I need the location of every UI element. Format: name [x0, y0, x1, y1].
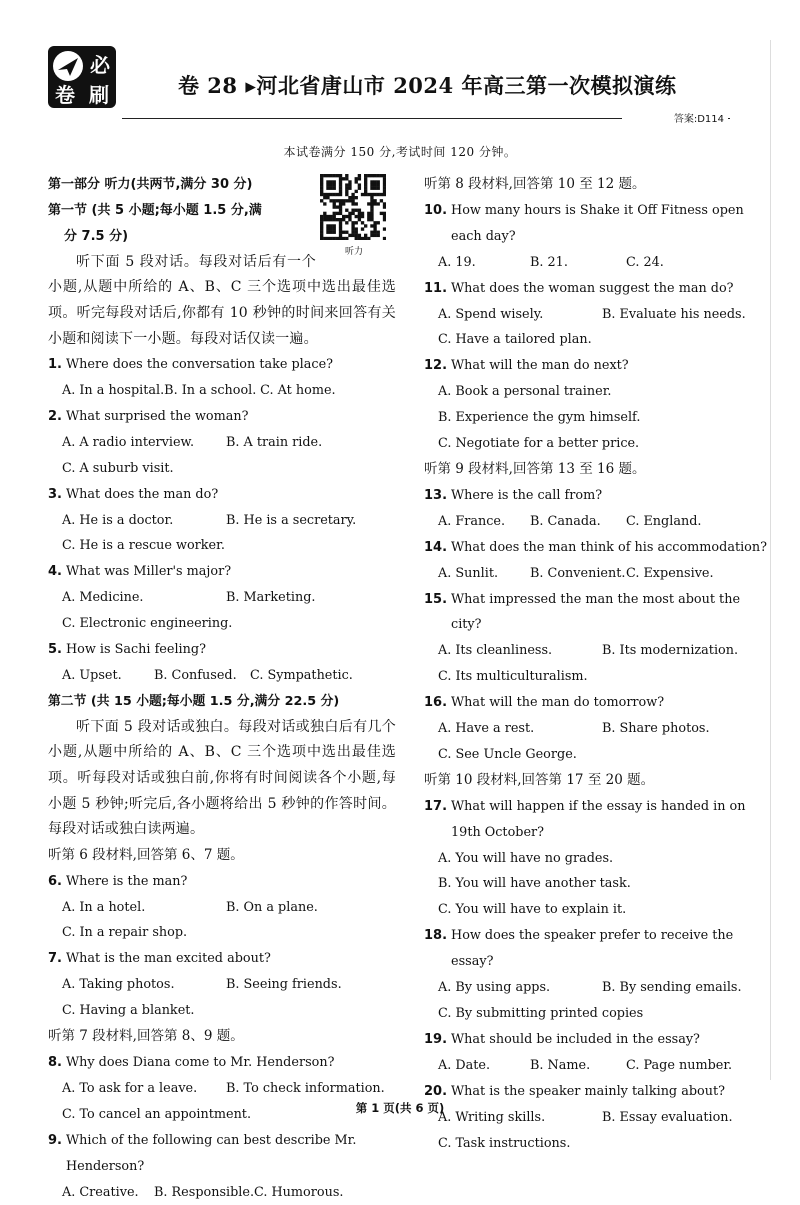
question-text: Where does the conversation take place?	[65, 357, 334, 373]
option-a[interactable]: A. Upset.	[62, 667, 122, 683]
question-text: How does the speaker prefer to receive the essay?	[451, 928, 734, 970]
logo-char-3: 刷	[89, 83, 109, 107]
question-9	[48, 1128, 396, 1205]
question-text: Where is the call from?	[451, 487, 603, 503]
option-a[interactable]: A. Have a rest.	[438, 721, 535, 737]
logo-char-2: 卷	[55, 83, 75, 107]
question-text: What was Miller's major?	[65, 564, 232, 580]
question-8	[48, 1050, 396, 1128]
question-number: 19.	[424, 1031, 448, 1047]
option-b[interactable]: B. Name.	[530, 1057, 591, 1073]
option-a[interactable]: A. Spend wisely.	[438, 306, 544, 322]
question-text: What does the man do?	[65, 486, 219, 502]
question-text: What is the speaker mainly talking about?	[451, 1083, 725, 1099]
option-c[interactable]: C. Negotiate for a better price.	[438, 436, 640, 452]
option-a[interactable]: A. Creative.	[62, 1184, 139, 1200]
question-text: Why does Diana come to Mr. Henderson?	[65, 1055, 335, 1070]
question-number: 5.	[48, 642, 62, 658]
option-a[interactable]: A. In a hospital.	[62, 383, 165, 398]
part1-heading: 第一部分 听力(共两节,满分 30 分)	[48, 177, 253, 192]
question-number: 3.	[48, 486, 62, 502]
material-6-prompt: 听第 6 段材料,回答第 6、7 题。	[48, 846, 244, 863]
option-b[interactable]: B. Marketing.	[226, 590, 316, 606]
section1-heading	[48, 198, 396, 250]
question-text: What will happen if the essay is handed in on 19th October?	[451, 798, 746, 840]
question-number: 14.	[424, 539, 448, 555]
option-c[interactable]: C. At home.	[260, 383, 336, 398]
question-number: 4.	[48, 564, 62, 580]
option-c[interactable]: C. Electronic engineering.	[62, 616, 233, 632]
option-c[interactable]: C. England.	[626, 513, 702, 529]
option-b[interactable]: B. Convenient.	[530, 565, 626, 581]
question-text: Where is the man?	[65, 873, 188, 889]
option-b[interactable]: B. By sending emails.	[602, 980, 742, 996]
option-b[interactable]: B. Confused.	[154, 667, 237, 683]
section1-heading-line1: 第一节 (共 5 小题;每小题 1.5 分,满	[48, 202, 262, 218]
option-b[interactable]: B. Canada.	[530, 513, 601, 529]
question-12	[424, 353, 768, 457]
option-c[interactable]: C. Having a blanket.	[62, 1003, 195, 1019]
option-a[interactable]: A. Writing skills.	[438, 1109, 546, 1125]
option-c[interactable]: C. See Uncle George.	[438, 746, 577, 762]
option-c[interactable]: C. Its multiculturalism.	[438, 669, 588, 685]
question-18	[424, 923, 768, 1027]
option-b[interactable]: B. Its modernization.	[602, 643, 739, 659]
material-8-prompt: 听第 8 段材料,回答第 10 至 12 题。	[424, 176, 646, 192]
question-15	[424, 587, 768, 691]
section1-instructions: 听下面 5 段对话。每段对话后有一个小题,从题中所给的 A、B、C 三个选项中选出最佳选项。听完每段对话后,你都有 10 秒钟的时间来回答有关小题和阅读下一小题。每段对话仅读一遍。	[48, 250, 396, 352]
question-17	[424, 794, 768, 924]
option-a[interactable]: A. To ask for a leave.	[62, 1080, 198, 1096]
question-number: 20.	[424, 1083, 448, 1099]
option-c[interactable]: C. By submitting printed copies	[438, 1006, 644, 1021]
option-b[interactable]: B. A train ride.	[226, 434, 323, 450]
question-number: 6.	[48, 873, 62, 889]
option-a[interactable]: A. In a hotel.	[62, 899, 146, 915]
option-c[interactable]: C. A suburb visit.	[62, 460, 174, 476]
question-13	[424, 483, 768, 535]
question-number: 2.	[48, 408, 62, 424]
question-number: 16.	[424, 695, 448, 711]
question-number: 18.	[424, 928, 448, 944]
option-a[interactable]: A. A radio interview.	[62, 434, 195, 450]
option-c[interactable]: C. In a repair shop.	[62, 925, 188, 941]
option-b[interactable]: B. To check information.	[226, 1080, 385, 1096]
section2-instructions: 听下面 5 段对话或独白。每段对话或独白后有几个小题,从题中所给的 A、B、C 三个选项中选出最佳选项。听每段对话或独白前,你将有时间阅读各个小题,每小题 5 秒钟;听完后,各小题将给出 5 秒钟的作答时间。每段对话或独白读两遍。	[48, 718, 396, 838]
option-a[interactable]: A. He is a doctor.	[62, 512, 174, 528]
left-column	[48, 172, 396, 1205]
option-c[interactable]: C. Have a tailored plan.	[438, 332, 592, 348]
option-a[interactable]: A. Taking photos.	[62, 977, 175, 993]
document-title: 卷 28 ▸河北省唐山市 2024 年高三第一次模拟演练	[178, 73, 677, 98]
question-text: What will the man do next?	[451, 358, 629, 374]
question-5	[48, 637, 396, 689]
series-logo	[48, 46, 116, 108]
option-b[interactable]: B. On a plane.	[226, 899, 318, 915]
question-number: 10.	[424, 202, 448, 218]
question-14	[424, 535, 768, 587]
question-number: 7.	[48, 951, 62, 967]
question-10	[424, 198, 768, 276]
option-b[interactable]: B. 21.	[530, 254, 568, 270]
option-b[interactable]: B. Responsible.	[154, 1184, 255, 1200]
option-a[interactable]: A. Sunlit.	[438, 565, 499, 581]
option-c[interactable]: C. 24.	[626, 254, 664, 270]
option-a[interactable]: A. Date.	[438, 1057, 491, 1073]
option-b[interactable]: B. Experience the gym himself.	[438, 410, 641, 426]
option-a[interactable]: A. Medicine.	[62, 590, 144, 606]
material-9-prompt: 听第 9 段材料,回答第 13 至 16 题。	[424, 460, 646, 477]
question-number: 12.	[424, 358, 448, 374]
option-a[interactable]: A. 19.	[438, 254, 476, 270]
option-c[interactable]: C. You will have to explain it.	[438, 902, 627, 918]
option-c[interactable]: C. Sympathetic.	[250, 667, 353, 683]
question-text: What surprised the woman?	[65, 408, 249, 424]
option-b[interactable]: B. You will have another task.	[438, 876, 631, 892]
option-b[interactable]: B. In a school.	[164, 383, 257, 398]
question-6	[48, 869, 396, 947]
question-7	[48, 946, 396, 1024]
section2-heading: 第二节 (共 15 小题;每小题 1.5 分,满分 22.5 分)	[48, 693, 340, 709]
option-a[interactable]: A. You will have no grades.	[438, 850, 614, 866]
question-text: What does the woman suggest the man do?	[451, 280, 734, 296]
logo-char-1: 必	[90, 53, 110, 77]
question-2	[48, 404, 396, 482]
page-footer: 第 1 页(共 6 页)	[355, 1101, 445, 1115]
option-c[interactable]: C. To cancel an appointment.	[62, 1106, 252, 1122]
option-a[interactable]: A. France.	[438, 513, 506, 529]
question-number: 15.	[424, 591, 448, 607]
option-b[interactable]: B. Share photos.	[602, 721, 710, 737]
question-text: What does the man think of his accommodation?	[451, 539, 767, 555]
option-c[interactable]: C. He is a rescue worker.	[62, 538, 225, 554]
page-edge-line	[770, 40, 771, 1080]
question-text: What should be included in the essay?	[451, 1031, 700, 1047]
question-text: How is Sachi feeling?	[65, 642, 206, 658]
right-column	[424, 172, 768, 1156]
option-c[interactable]: C. Page number.	[626, 1057, 733, 1073]
option-c[interactable]: C. Humorous.	[254, 1184, 344, 1200]
question-text: What will the man do tomorrow?	[451, 695, 665, 711]
question-text: Which of the following can best describe Mr. Henderson?	[65, 1132, 357, 1174]
question-20	[424, 1079, 768, 1157]
question-3	[48, 482, 396, 560]
option-b[interactable]: B. He is a secretary.	[226, 512, 357, 528]
answer-code: 答案:D114	[622, 110, 728, 125]
option-b[interactable]: B. Evaluate his needs.	[602, 306, 746, 322]
question-11	[424, 276, 768, 354]
question-number: 9.	[48, 1132, 62, 1148]
section1-heading-line2: 分 7.5 分)	[64, 228, 129, 244]
exam-note: 本试卷满分 150 分,考试时间 120 分钟。	[283, 145, 517, 159]
question-number: 1.	[48, 357, 62, 373]
question-text: How many hours is Shake it Off Fitness open each day?	[451, 202, 744, 244]
question-text: What impressed the man the most about the city?	[451, 591, 741, 633]
option-a[interactable]: A. By using apps.	[438, 980, 551, 996]
question-number: 11.	[424, 280, 448, 296]
question-16	[424, 690, 768, 768]
question-number: 8.	[48, 1055, 62, 1070]
material-7-prompt: 听第 7 段材料,回答第 8、9 题。	[48, 1028, 244, 1045]
qr-spacer	[316, 250, 396, 268]
question-19	[424, 1027, 768, 1079]
option-b[interactable]: B. Seeing friends.	[226, 977, 342, 993]
question-4	[48, 559, 396, 637]
question-text: What is the man excited about?	[65, 951, 271, 967]
option-a[interactable]: A. Its cleanliness.	[438, 643, 553, 659]
option-c[interactable]: C. Expensive.	[626, 565, 714, 581]
material-10-prompt: 听第 10 段材料,回答第 17 至 20 题。	[424, 771, 655, 788]
option-c[interactable]: C. Task instructions.	[438, 1135, 571, 1151]
option-b[interactable]: B. Essay evaluation.	[602, 1109, 733, 1125]
qr-label: 听力	[344, 247, 363, 257]
option-a[interactable]: A. Book a personal trainer.	[438, 384, 612, 400]
question-number: 17.	[424, 798, 448, 814]
question-number: 13.	[424, 487, 448, 503]
question-1	[48, 352, 396, 404]
